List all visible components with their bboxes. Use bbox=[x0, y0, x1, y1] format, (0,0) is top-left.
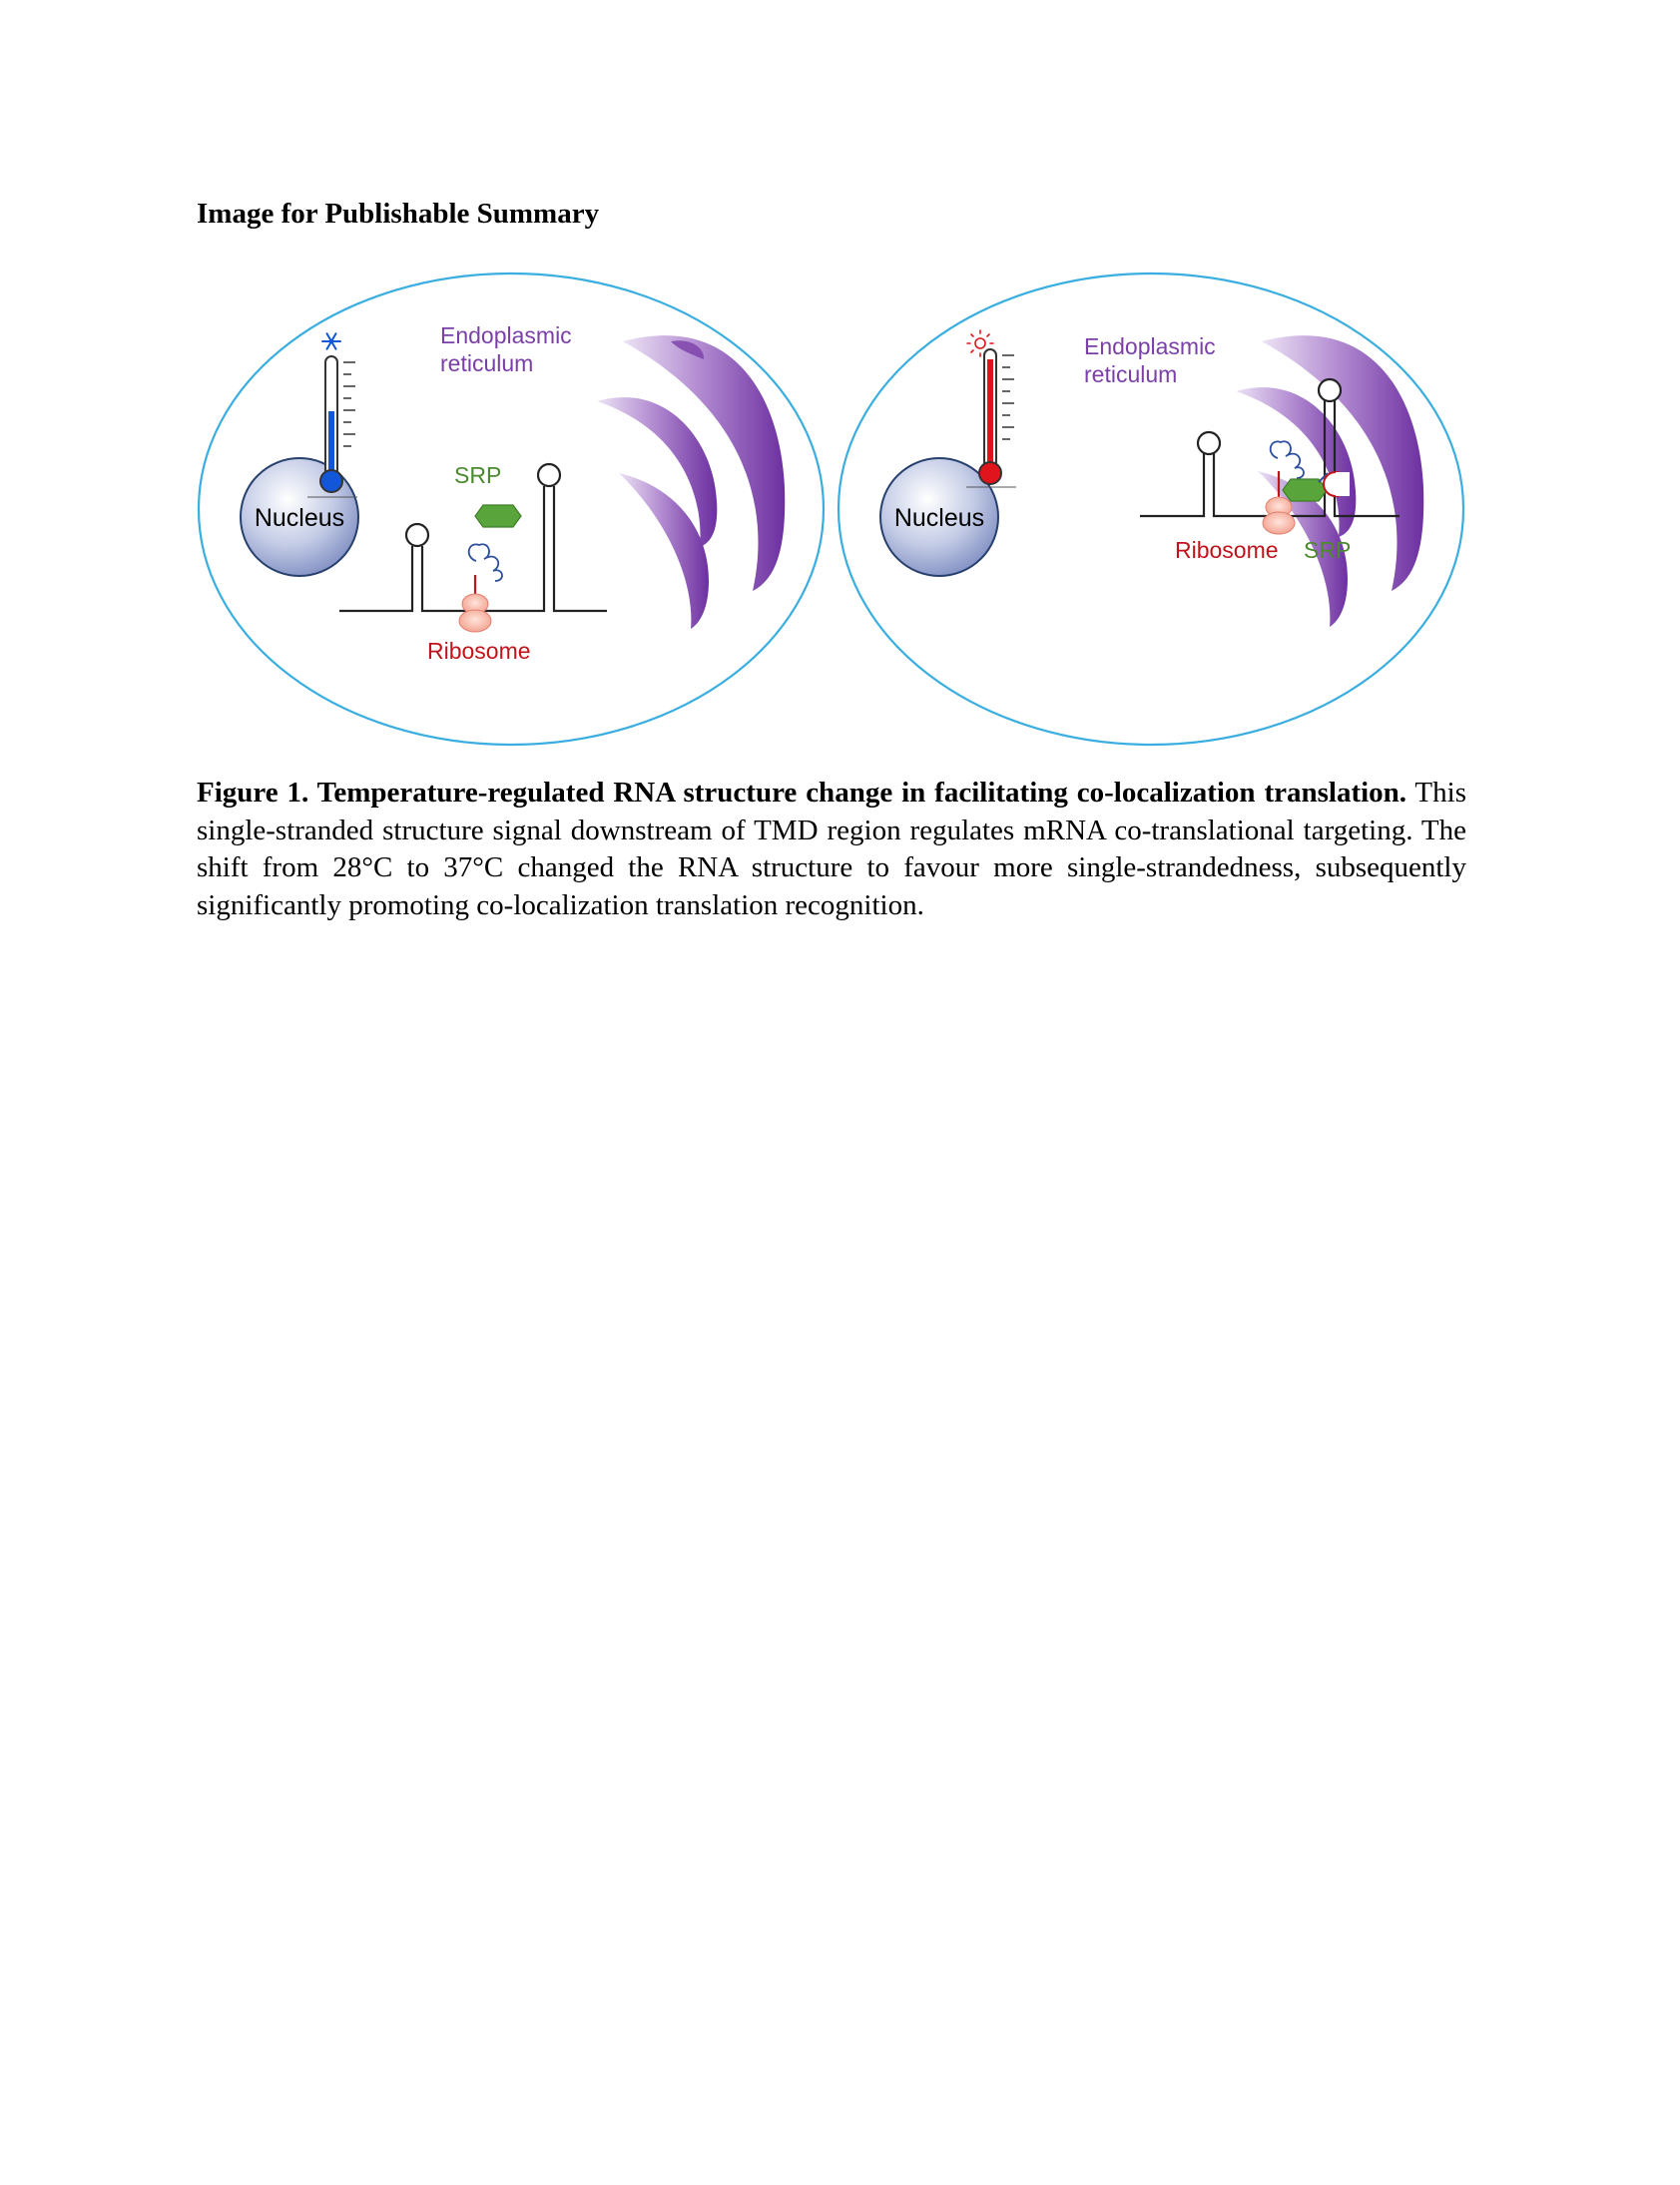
section-heading: Image for Publishable Summary bbox=[197, 198, 600, 230]
caption-title: Figure 1. Temperature-regulated RNA structure change in facilitating co-localization translation. bbox=[197, 777, 1407, 809]
right-hairpin-loop-large bbox=[1319, 379, 1341, 401]
left-cell-panel bbox=[199, 273, 824, 745]
left-nucleus-label: Nucleus bbox=[254, 504, 345, 532]
right-er-label-line2: reticulum bbox=[1084, 361, 1178, 387]
left-er-label-line1: Endoplasmic bbox=[440, 322, 572, 348]
left-er-shape bbox=[597, 335, 785, 629]
left-er-label-line2: reticulum bbox=[440, 350, 534, 376]
right-hairpin-loop-small bbox=[1198, 432, 1220, 454]
left-ribosome bbox=[459, 544, 502, 632]
figure-caption bbox=[197, 775, 1466, 924]
left-mrna-strand bbox=[339, 486, 607, 611]
caption-body: This single-stranded structure signal downstream of TMD region regulates mRNA co-translational targeting. The shift from 28°C to 37°C changed the RNA structure to favour more single-strandedness, subsequently significantly promoting co-localization translation recognition. bbox=[197, 777, 1466, 921]
figure-1 bbox=[190, 262, 1487, 761]
right-cell-panel bbox=[839, 273, 1463, 745]
left-ribosome-label: Ribosome bbox=[427, 638, 531, 664]
left-hairpin-loop-small bbox=[406, 524, 428, 546]
left-srp-label: SRP bbox=[454, 462, 502, 488]
left-hairpin-loop-large bbox=[538, 464, 560, 486]
right-nucleus-label: Nucleus bbox=[893, 504, 985, 532]
right-er-label-line1: Endoplasmic bbox=[1084, 333, 1216, 359]
left-srp-shape bbox=[475, 505, 521, 527]
right-srp-label: SRP bbox=[1304, 537, 1352, 563]
right-ribosome-label: Ribosome bbox=[1175, 537, 1279, 563]
sun-hot-thermometer-icon bbox=[966, 330, 1016, 487]
